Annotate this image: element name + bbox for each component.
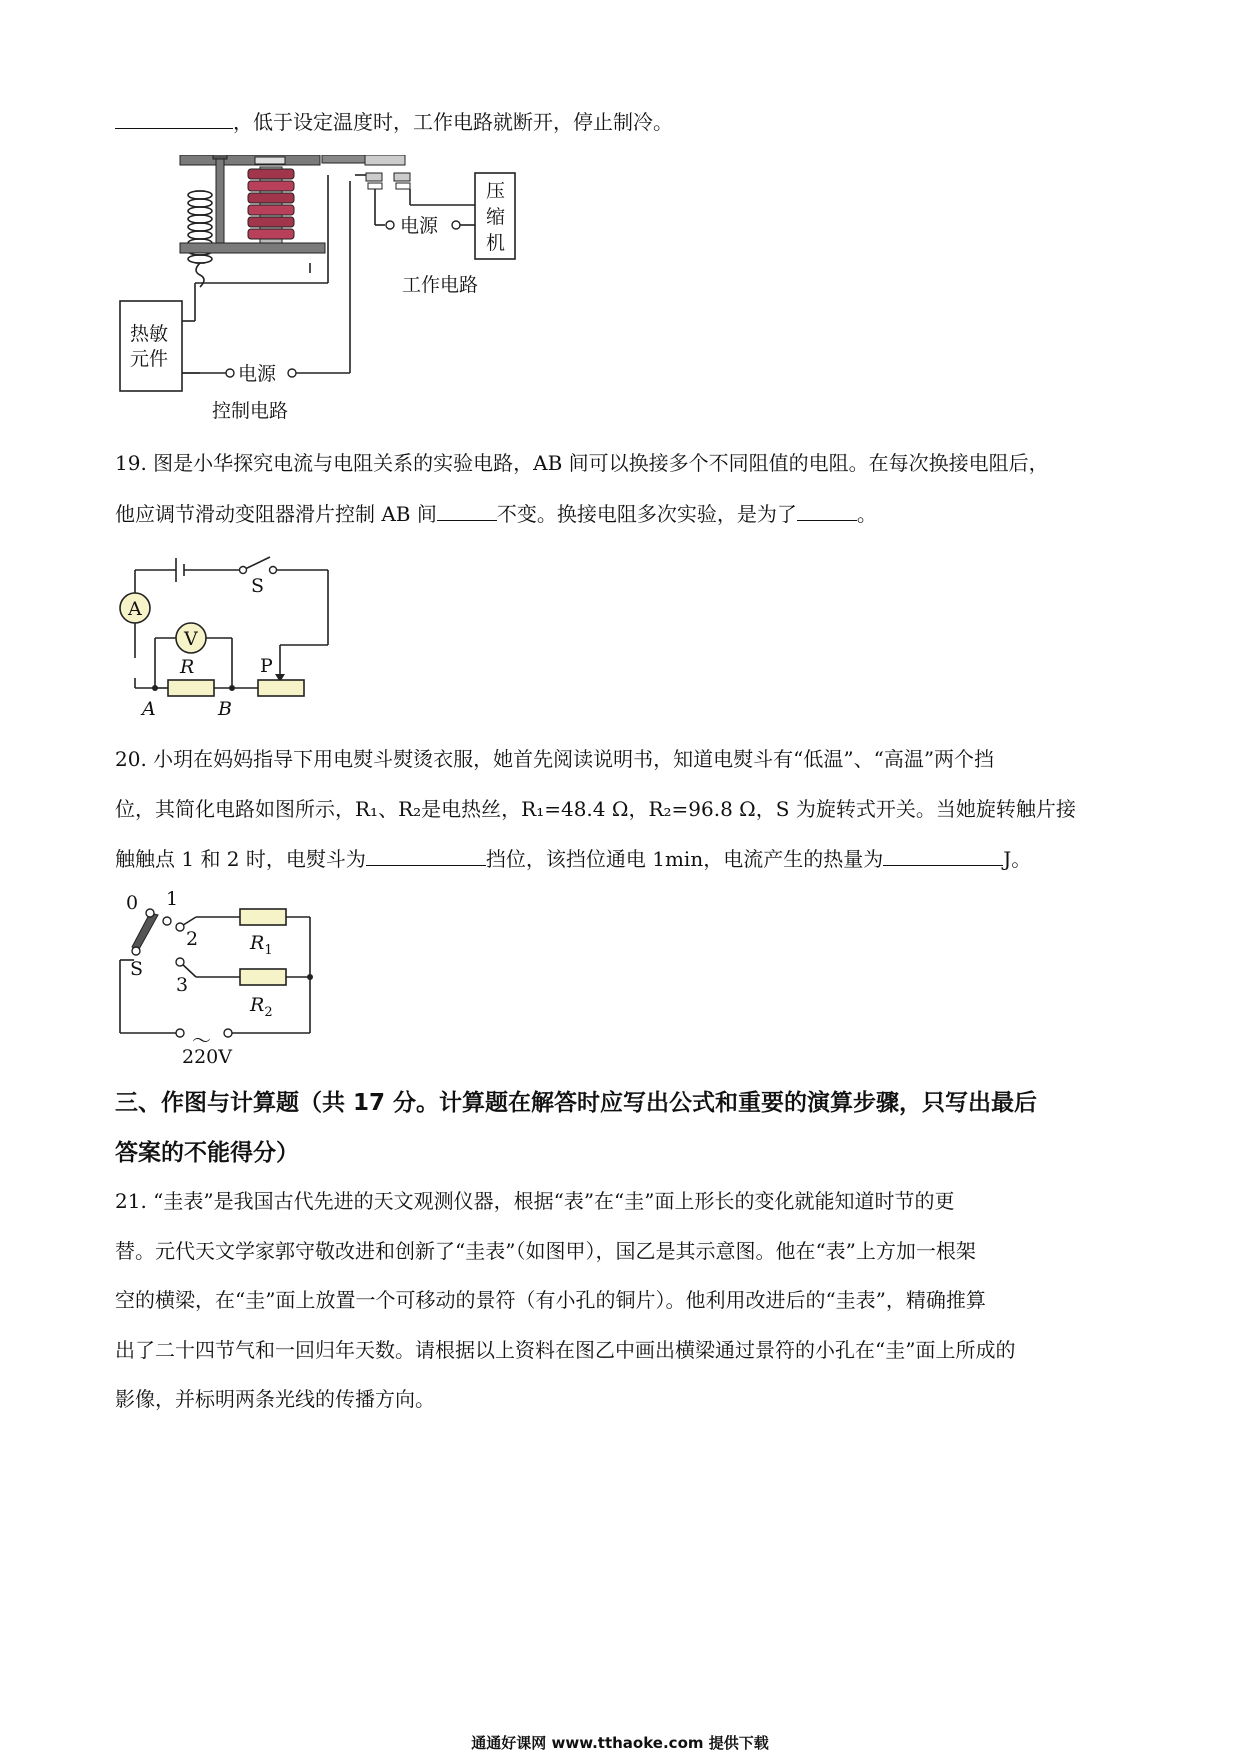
static-contact-left [366, 173, 382, 181]
relay-frame-top [180, 155, 320, 165]
voltage-label: 220V [182, 1046, 232, 1065]
contact-0-label: 0 [126, 892, 139, 914]
r2-label: $R_2$ [250, 994, 273, 1020]
q20-line-3: 触触点 1 和 2 时，电熨斗为 挡位，该挡位通电 1min，电流产生的热量为 J。 [115, 843, 1031, 874]
section-3-heading-line-2: 答案的不能得分） [115, 1140, 299, 1166]
switch-s-label: S [130, 958, 144, 980]
point-a-label: A [142, 698, 156, 720]
control-power-label: 电源 [238, 363, 277, 385]
relay-pivot [213, 155, 227, 159]
answer-blank [115, 106, 233, 129]
static-contact-right [394, 173, 410, 181]
contact-1-label: 1 [166, 888, 179, 910]
q21-line-4: 出了二十四节气和一回归年天数。请根据以上资料在图乙中画出横梁通过景符的小孔在“圭”面上所成的 [115, 1338, 1016, 1362]
thermistor-box [120, 301, 182, 391]
page-footer: 通通好课网 www.tthaoke.com 提供下载 [471, 1734, 769, 1752]
relay-frame-post [216, 155, 224, 253]
voltmeter-label: V [184, 628, 198, 650]
relay-frame-base [180, 243, 325, 253]
r1-label: $R_1$ [250, 932, 273, 958]
contact-block [365, 155, 405, 165]
switch-label: S [251, 575, 265, 597]
q21-line-3: 空的横梁，在“圭”面上放置一个可移动的景符（有小孔的铜片）。他利用改进后的“圭表”，精确推算 [115, 1288, 986, 1312]
answer-blank [797, 498, 857, 521]
rheostat [258, 680, 304, 696]
q19-line-1: 19. 图是小华探究电流与电阻关系的实验电路，AB 间可以换接多个不同阻值的电阻。在每次换接电阻后， [115, 451, 1049, 475]
current-resistance-circuit-figure [110, 550, 350, 725]
q21-line-1: 21. “圭表”是我国古代先进的天文观测仪器，根据“表”在“圭”面上形长的变化就能知道时节的更 [115, 1189, 955, 1213]
control-circuit-caption: 控制电路 [212, 400, 289, 422]
slider-label: P [260, 655, 273, 677]
armature [255, 157, 285, 164]
point-b-label: B [218, 698, 232, 720]
compressor-label-1: 压 [486, 180, 506, 202]
q20-line-1: 20. 小玥在妈妈指导下用电熨斗熨烫衣服，她首先阅读说明书，知道电熨斗有“低温”、“高温”两个挡 [115, 747, 995, 771]
work-circuit-caption: 工作电路 [402, 274, 479, 296]
answer-blank [366, 843, 486, 866]
work-power-label: 电源 [400, 215, 439, 237]
ac-symbol: ～ [192, 1030, 212, 1052]
contact-2-label: 2 [186, 928, 199, 950]
q21-line-2: 替。元代天文学家郭守敬改进和创新了“圭表”（如图甲），国乙是其示意图。他在“表”上方加一根架 [115, 1239, 976, 1263]
relay-circuit-figure [110, 155, 550, 425]
iron-circuit-figure [110, 885, 330, 1065]
rotary-switch-blade [132, 913, 158, 951]
resistor-label: R [180, 656, 195, 678]
contact-3-label: 3 [176, 974, 189, 996]
resistor-r2 [240, 969, 286, 985]
ammeter-label: A [128, 598, 142, 620]
section-3-heading-line-1: 三、作图与计算题（共 17 分。计算题在解答时应写出公式和重要的演算步骤，只写出最后 [115, 1090, 1038, 1116]
thermistor-label-2: 元件 [130, 348, 169, 370]
q18-continuation-line: ，低于设定温度时，工作电路就断开，停止制冷。 [115, 106, 673, 137]
q19-line-2: 他应调节滑动变阻器滑片控制 AB 间 不变。换接电阻多次实验，是为了 。 [115, 498, 877, 529]
compressor-label-3: 机 [486, 232, 506, 254]
q21-line-5: 影像，并标明两条光线的传播方向。 [115, 1387, 435, 1411]
answer-blank [437, 498, 497, 521]
q20-line-2: 位，其简化电路如图所示，R₁、R₂是电热丝，R₁=48.4 Ω，R₂=96.8 Ω，S 为旋转式开关。当她旋转触片接 [115, 797, 1076, 821]
compressor-label-2: 缩 [486, 206, 506, 228]
resistor-r [168, 680, 214, 696]
resistor-r1 [240, 909, 286, 925]
thermistor-label-1: 热敏 [130, 323, 169, 345]
answer-blank [883, 843, 1003, 866]
